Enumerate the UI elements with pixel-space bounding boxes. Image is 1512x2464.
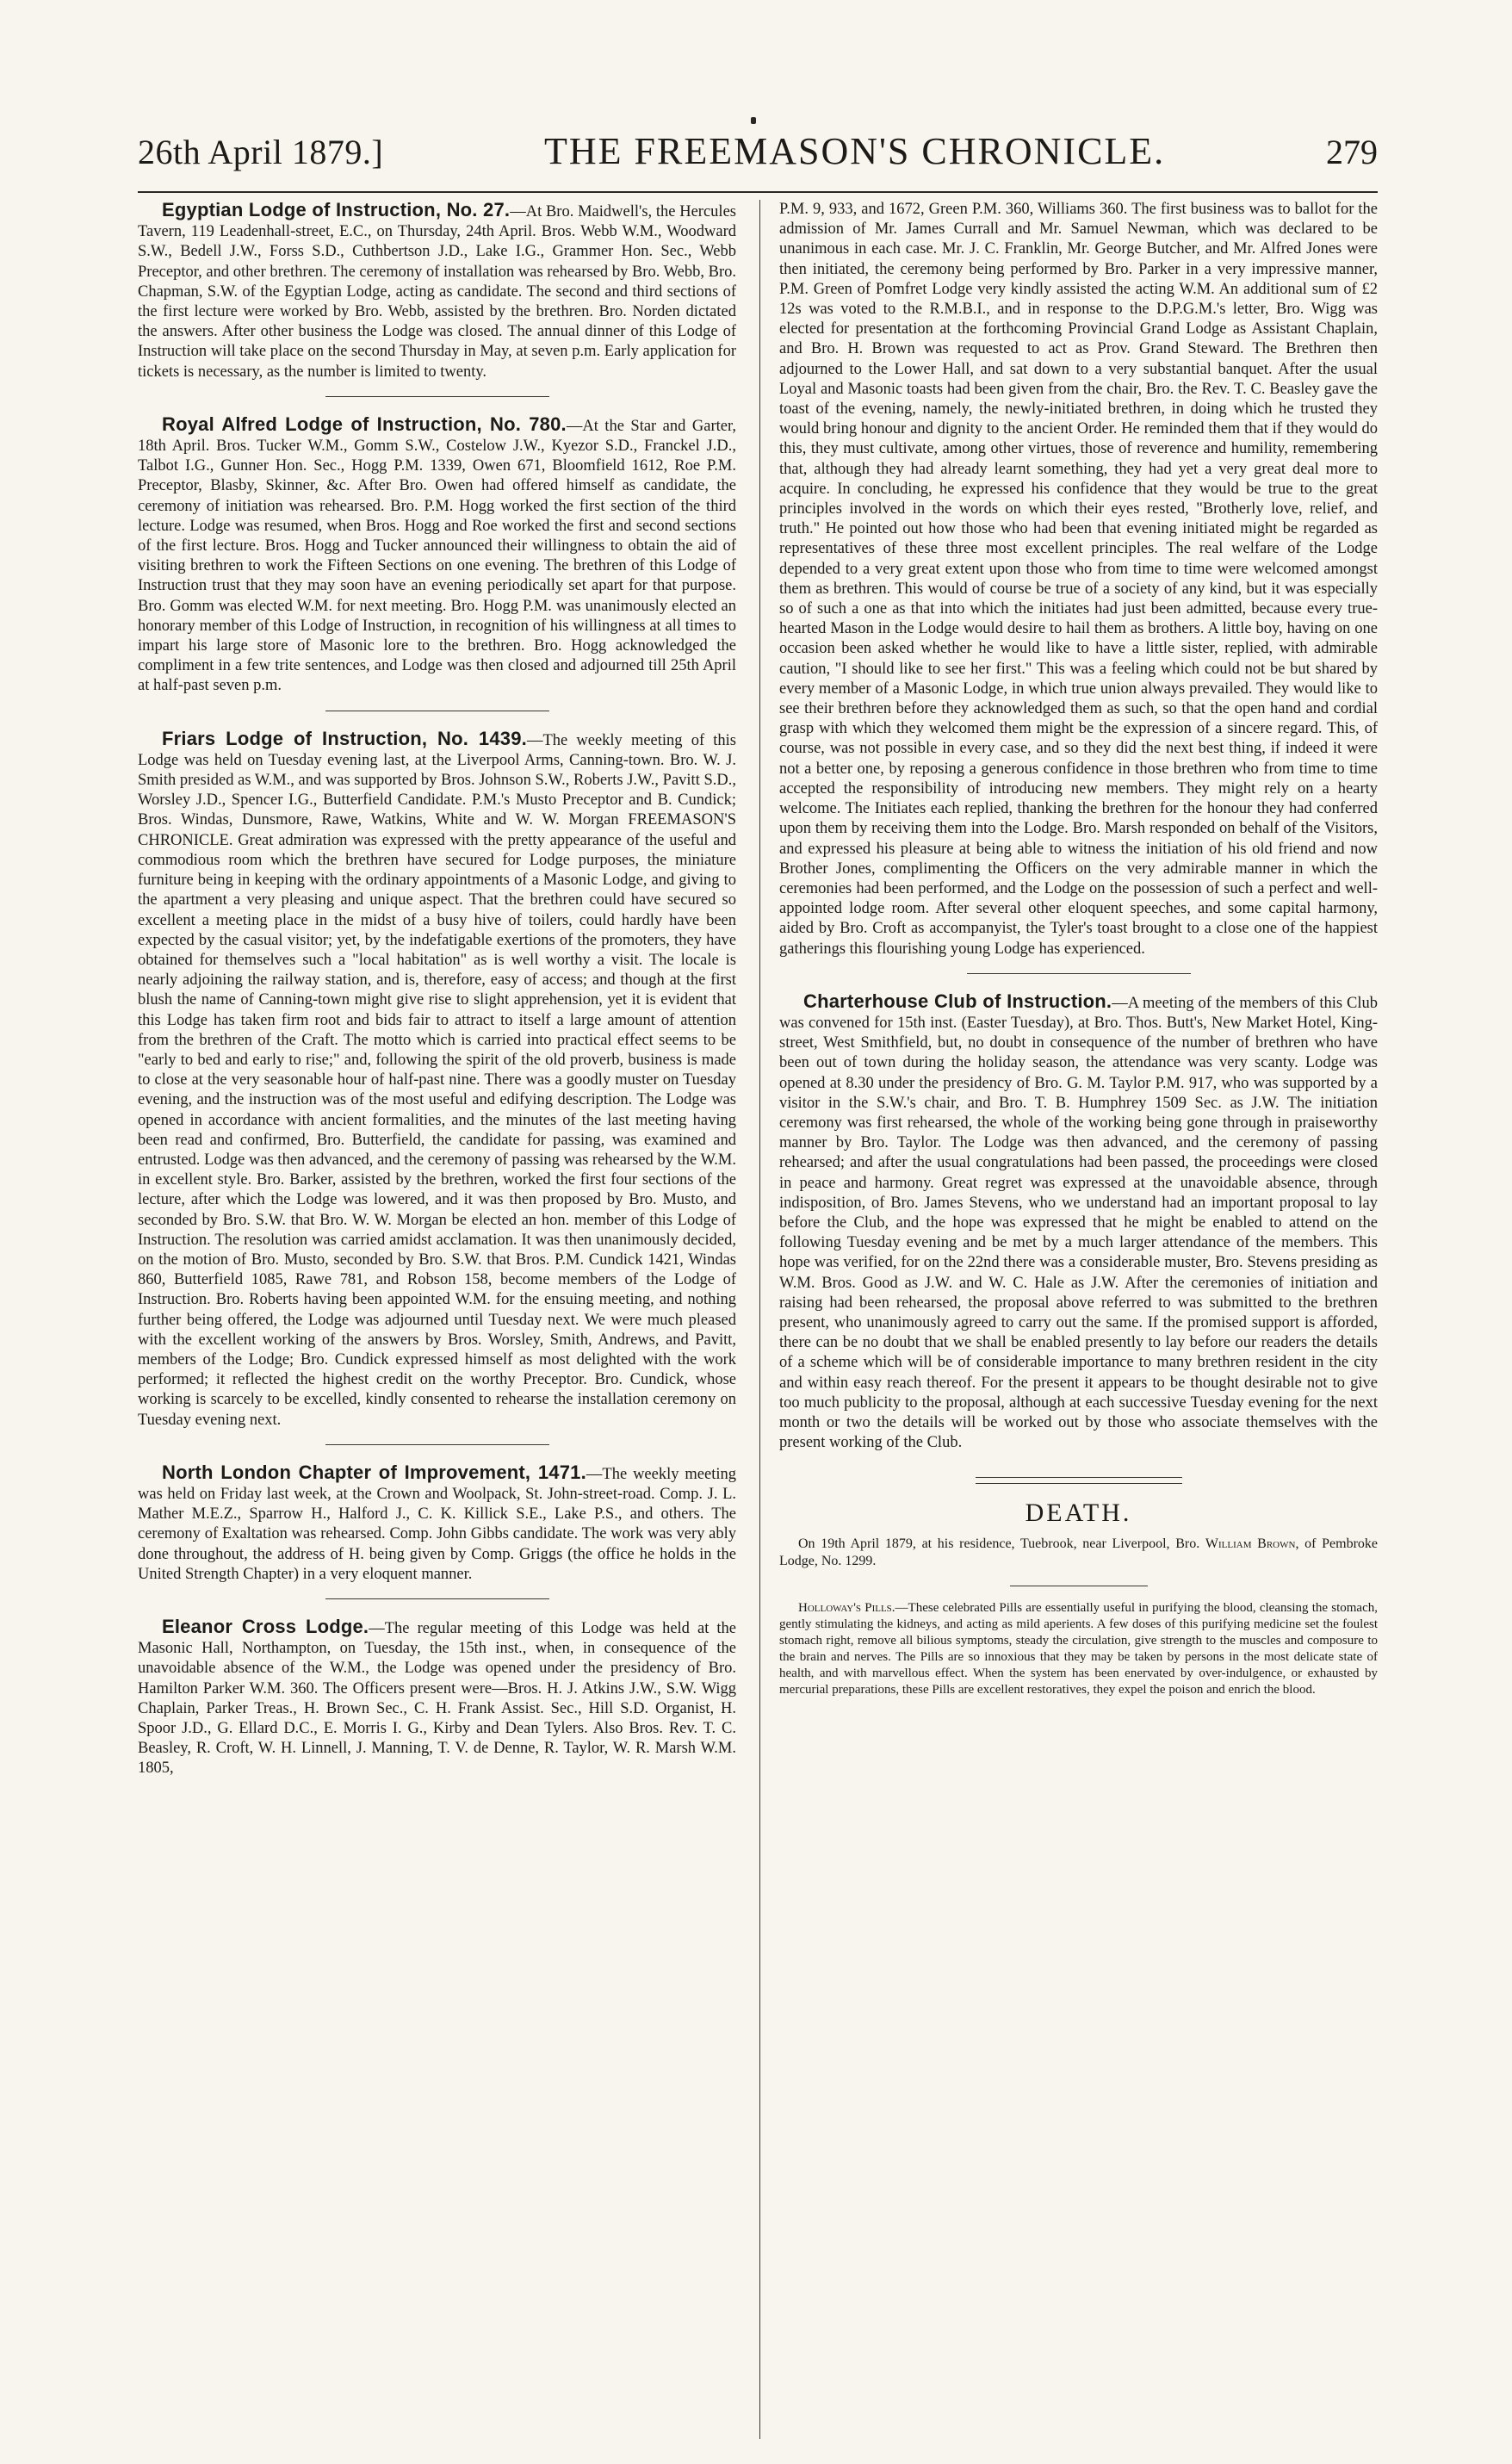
death-rule-bottom <box>976 1483 1182 1484</box>
issue-date: 26th April 1879.] <box>138 133 384 171</box>
article-body: —The weekly meeting of this Lodge was held on Tuesday evening last, at the Liverpool Arms, Canning-town. Bro. W. J. Smith presided as W.M., and was supported by Bros. Johnson S.W., Roberts J.W., Pavitt S.D., Worsley J.D., Spencer I.G., Butterfield Candidate. P.M.'s Musto Preceptor and B. Cundick; Bros. Windas, Dunsmore, Rawe, Watkins, White and W. W. Morgan FREEMASON'S CHRONICLE. Great admiration was expressed with the pretty appearance of the useful and commodious room which the brethren have secured for Lodge purposes, the miniature furniture being in keeping with the ordinary appointments of a Masonic Lodge, and giving to the apartment a very pleasing and unique aspect. That the brethren could have secured so excellent a meeting place in the midst of a busy hive of toilers, could hardly have been expected by the casual visitor; yet, by the indefatigable exertions of the promoters, they have obtained for themselves such a "local habitation" as is well worthy a visit. The locale is nearly adjoining the railway station, and is, therefore, easy of access; and though at the first blush the name of Canning-town might give rise to slight apprehension, yet it is evident that this Lodge has taken firm root and bids fair to attract to itself a large amount of attention from the brethren of the Craft. The motto which is carried into practical effect seems to be "early to bed and early to rise;" and, following the spirit of the old proverb, business is made to close at the very seasonable hour of half-past nine. There was a goodly muster on Tuesday evening, and the instruction was of the most useful and edifying description. The Lodge was opened in accordance with ancient formalities, and the minutes of the last meeting having been read and confirmed, Bro. Butterfield, the candidate for passing, was examined and entrusted. Lodge was then advanced, and the ceremony of passing was rehearsed by the W.M. in excellent style. Bro. Barker, assisted by the brethren, worked the first four sections of the lecture, after which the Lodge was lowered, and it was then proposed by Bro. Musto, and seconded by Bro. S.W. that Bro. W. W. Morgan be elected an hon. member of this Lodge of Instruction. The resolution was carried amidst acclamation. It was then unanimously decided, on the motion of Bro. Musto, seconded by Bro. S.W. that Bros. P.M. Cundick 1421, Windas 860, Butterfield 1085, Rawe 781, and Robson 158, become members of the Lodge of Instruction. Bro. Roberts having been appointed W.M. for the ensuing meeting, and nothing further being offered, the Lodge was adjourned until Tuesday next. We were much pleased with the excellent working of the answers by Bros. Worsley, Smith, Andrews, and Pavitt, members of the Lodge; Bro. Cundick expressed himself as most delighted with the work performed; it reflected the highest credit on the worthy Preceptor. Bro. Cundick, whose working is scarcely to be excelled, kindly consented to rehearse the installation ceremony on Tuesday evening next. <box>138 731 736 1429</box>
article-charterhouse-club <box>779 991 1378 1454</box>
article-royal-alfred-lodge <box>138 414 736 697</box>
death-notice-suffix: , of Pembroke Lodge, No. 1299. <box>779 1536 1379 1568</box>
article-separator <box>325 1444 549 1445</box>
masthead <box>138 129 1378 181</box>
advertisement-notice <box>779 1600 1378 1698</box>
article-eleanor-cross-lodge <box>138 1617 736 1779</box>
advertisement-body: —These celebrated Pills are essentially useful in purifying the blood, cleansing the stomach, gently stimulating the kidneys, and acting as mild aperients. A few doses of this purifying medicine set the foulest stomach right, remove all bilious symptoms, steady the circulation, give strength to the muscles and composure to the brain and nerves. The Pills are so innoxious that they may be taken by persons in the most delicate state of health, and with marvellous effect. When the system has been enervated by over-indulgence, or exhausted by mercurial preparations, these Pills are excellent restoratives, they expel the poison and enrich the blood. <box>779 1600 1378 1697</box>
death-notice-name: William Brown <box>1205 1536 1296 1551</box>
publication-title: THE FREEMASON'S CHRONICLE. <box>543 130 1166 172</box>
article-body: —At the Star and Garter, 18th April. Bros. Tucker W.M., Gomm S.W., Costelow J.W., Kyezor S.D., Franckel J.D., Talbot I.G., Gunner Hon. Sec., Hogg P.M. 1339, Owen 671, Bloomfield 1612, Roe P.M. Preceptor, Blasby, Skinner, &c. After Bro. Owen had offered himself as candidate, the ceremony of initiation was rehearsed. Bro. P.M. Hogg worked the first section of the third lecture. Lodge was resumed, when Bros. Hogg and Roe worked the first and second sections of the first lecture. Bros. Hogg and Tucker announced their willingness to obtain the aid of visiting brethren to work the Fifteen Sections on one evening. The brethren of this Lodge of Instruction trust that they may soon have an evening periodically set apart for that purpose. Bro. Gomm was elected W.M. for next meeting. Bro. Hogg P.M. was unanimously elected an honorary member of this Lodge of Instruction, in recognition of his willingness at all times to impart his large store of Masonic lore to the brethren. Bro. Hogg acknowledged the compliment in a few trite sentences, and Lodge was then closed and adjourned till 25th April at half-past seven p.m. <box>138 417 736 695</box>
article-heading: Friars Lodge of Instruction, No. 1439. <box>162 727 527 749</box>
article-heading: Egyptian Lodge of Instruction, No. 27. <box>162 199 511 220</box>
death-notice-title: DEATH. <box>1025 1499 1132 1528</box>
death-notice-body <box>779 1536 1378 1570</box>
page-number: 279 <box>1326 133 1378 171</box>
article-body: —At Bro. Maidwell's, the Hercules Tavern, 119 Leadenhall-street, E.C., on Thursday, 24th April. Bros. Webb W.M., Woodward S.W., Bedell J.W., Forss S.D., Cuthbertson J.D., Lake I.G., Grammer Hon. Sec., Webb Preceptor, and other brethren. The ceremony of installation was rehearsed by Bro. Webb, Bro. Chapman, S.W. of the Egyptian Lodge, acting as candidate. The second and third sections of the first lecture were worked by Bro. Webb, assisted by the brethren. Bro. Norden dictated the answers. After other business the Lodge was closed. The annual dinner of this Lodge of Instruction will take place on the second Thursday in May, at seven p.m. Early application for tickets is necessary, as the number is limited to twenty. <box>138 203 736 381</box>
article-separator <box>325 396 549 397</box>
article-separator <box>967 973 1191 974</box>
article-north-london-chapter <box>138 1462 736 1585</box>
death-rule-top <box>976 1477 1182 1478</box>
article-heading: Royal Alfred Lodge of Instruction, No. 780. <box>162 413 567 435</box>
article-heading: Eleanor Cross Lodge. <box>162 1616 369 1637</box>
death-notice-prefix: On 19th April 1879, at his residence, Tuebrook, near Liverpool, Bro. <box>798 1536 1205 1551</box>
print-speck <box>751 117 756 124</box>
article-body: —A meeting of the members of this Club was convened for 15th inst. (Easter Tuesday), at Bro. Thos. Butt's, New Market Hotel, King-street, West Smithfield, but, no doubt in consequence of the number of brethren who have been out of town during the holiday season, the attendance was very scanty. Lodge was opened at 8.30 under the presidency of Bro. G. M. Taylor P.M. 917, who was supported by a visitor in the S.W.'s chair, and Bro. T. B. Humphrey 1509 Sec. as J.W. The initiation ceremony was first rehearsed, the whole of the working being gone through in praiseworthy manner by Bro. Taylor. The Lodge was then advanced, and the ceremony of passing rehearsed; and after the usual congratulations had been passed, the proceedings were closed in peace and harmony. Great regret was expressed at the unavoidable absence, through indisposition, of Bro. James Stevens, who we understand had an important proposal to lay before the Club, and the hope was expressed that he might be enabled to attend on the following Tuesday evening and be met by a much larger attendance of the members. This hope was verified, for on the 22nd there was a considerable muster, Bro. Stevens presiding as W.M. Bros. Good as J.W. and W. C. Hale as J.W. After the ceremonies of initiation and raising had been rehearsed, the proposal above referred to was submitted to the brethren present, who unanimously agreed to carry out the same. If the promised support is afforded, there can be no doubt that we shall be enabled presently to lay before our readers the details of a scheme which will be of considerable importance to many brethren resident in the city and within easy reach thereof. For the present it appears to be thought desirable not to give too much publicity to the proposal, although at each successive Tuesday evening for the next month or two the details will be worked out by those who associate themselves with the present working of the Club. <box>779 994 1379 1452</box>
article-heading: North London Chapter of Improvement, 1471. <box>162 1461 586 1483</box>
article-body: —The weekly meeting was held on Friday last week, at the Crown and Woolpack, St. John-street-road. Comp. J. L. Mather M.E.Z., Sparrow H., Halford J., C. K. Killick S.E., Lake P.S., and others. The ceremony of Exaltation was rehearsed. Comp. John Gibbs candidate. The work was very ably done throughout, the address of H. being given by Comp. Griggs (the office he holds in the United Strength Chapter) in a very eloquent manner. <box>138 1465 736 1583</box>
article-egyptian-lodge <box>138 200 736 382</box>
right-column <box>779 200 1378 1698</box>
header-rule <box>138 191 1378 193</box>
column-divider <box>759 200 760 2439</box>
article-body: —The regular meeting of this Lodge was held at the Masonic Hall, Northampton, on Tuesday, the 15th inst., when, in consequence of the unavoidable absence of the W.M., the Lodge was opened under the presidency of Bro. Hamilton Parker W.M. 360. The Officers present were—Bros. H. J. Atkins J.W., S.W. Wigg Chaplain, Parker Treas., H. Brown Sec., C. H. Frank Assist. Sec., Hill S.D. Organist, H. Spoor J.D., G. Ellard D.C., E. Morris I. G., Kirby and Dean Tylers. Also Bros. Rev. T. C. Beasley, R. Croft, W. H. Linnell, J. Manning, T. V. de Denne, R. Taylor, W. R. Marsh W.M. 1805, <box>138 1620 736 1778</box>
article-heading: Charterhouse Club of Instruction. <box>803 990 1112 1012</box>
article-continuation: P.M. 9, 933, and 1672, Green P.M. 360, Williams 360. The first business was to ballot for the admission of Mr. James Currall and Mr. Samuel Newman, which was declared to be unanimous in each case. Mr. J. C. Franklin, Mr. George Butcher, and Mr. Alfred Jones were then initiated, the ceremony being performed by Bro. Parker in a very impressive manner, P.M. Green of Pomfret Lodge very kindly assisted the acting W.M. An additional sum of £2 12s was voted to the R.M.B.I., and in response to the D.P.G.M.'s letter, Bro. Wigg was elected for presentation at the forthcoming Provincial Grand Lodge as Assistant Chaplain, and Bro. H. Brown was requested to act as Prov. Grand Steward. The Brethren then adjourned to the Lower Hall, and sat down to a very substantial banquet. After the usual Loyal and Masonic toasts had been given from the chair, Bro. the Rev. T. C. Beasley gave the toast of the evening, namely, the newly-initiated brethren, in doing which he trusted they would bring honour and dignity to the ancient Order. He reminded them that if they would do this, they must cultivate, among other virtues, those of reverence and humility, remembering that, although they had already learnt something, they had yet a very great deal more to acquire. In concluding, he expressed his confidence that they would be true to the great principles involved in the words on which their eyes rested, "Brotherly love, relief, and truth." He pointed out how those who had been that evening initiated might be regarded as representatives of these three most excellent principles. The real welfare of the Lodge depended to a very great extent upon those who from time to time were welcomed amongst them as brethren. This would of course be true of a society of any kind, but it was especially so of such a one as that into which the initiates had just been admitted, because every true-hearted Mason in the Lodge would desire to hail them as brothers. A little boy, having on one occasion been asked whether he would like to have a little sister, replied, with admirable caution, "I should like to see her first." This was a feeling which could not be but shared by every member of a Masonic Lodge, in which true union always prevailed. They would like to see their brethren before they acknowledged them as such, so that the open hand and cordial grasp with which they welcomed them might be the expression of a sincere regard. This, of course, was not possible in every case, and so they did the next best thing, if indeed it were not a better one, by reposing a generous confidence in those brethren who from time to time accepted the responsibility of introducing new members. They might rely on a hearty welcome. The Initiates each replied, thanking the brethren for the honour they had conferred upon them by receiving them into the Lodge. Bro. Marsh responded on behalf of the Visitors, and expressed his pleasure at being able to witness the initiation of his old friend and now Brother Jones, complimenting the Officers on the very admirable manner in which the ceremonies had been performed, and the Lodge on the possession of such a perfect and well-appointed lodge room. After several other eloquent speeches, and some capital harmony, aided by Bro. Croft as accompanyist, the Tyler's toast brought to a close one of the happiest gatherings this flourishing young Lodge has experienced. <box>779 201 1378 958</box>
left-column <box>138 200 736 1791</box>
article-friars-lodge <box>138 729 736 1431</box>
advertisement-lead: Holloway's Pills. <box>798 1600 895 1615</box>
article-separator <box>325 1598 549 1599</box>
